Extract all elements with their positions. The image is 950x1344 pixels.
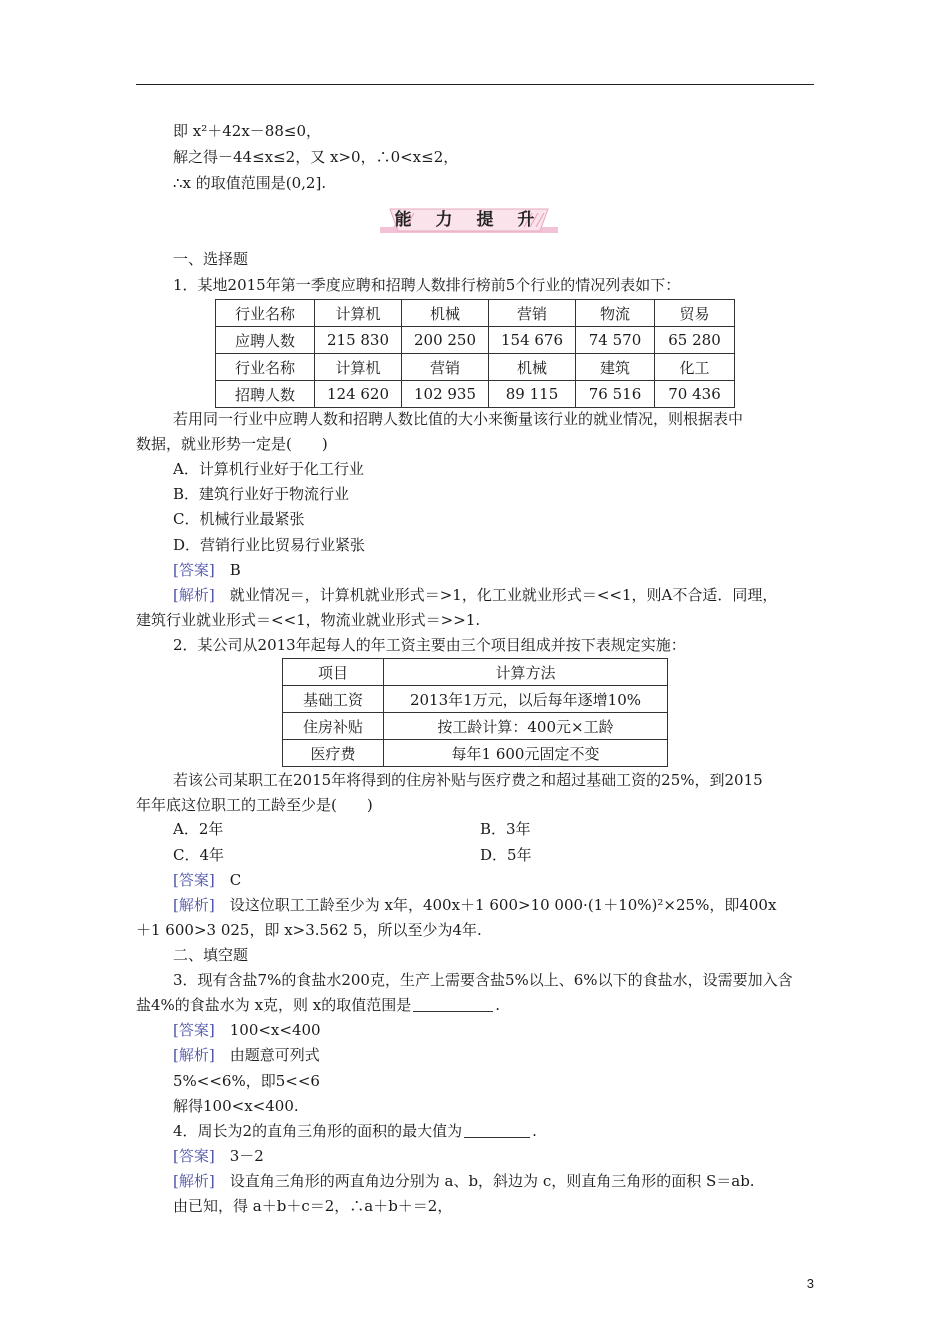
answer-value: 3－2 xyxy=(229,1147,264,1165)
part2-heading: 二、填空题 xyxy=(173,946,249,964)
table-row xyxy=(216,354,735,381)
table-cell: 机械 xyxy=(402,300,489,327)
q1-option-a: A．计算机行业好于化工行业 xyxy=(173,460,364,478)
table-cell: 215 830 xyxy=(315,327,402,354)
table-cell: 每年1 600元固定不变 xyxy=(384,740,668,767)
q3-stem-2 xyxy=(136,995,500,1015)
table-cell: 住房补贴 xyxy=(283,713,384,740)
answer-blank xyxy=(464,1123,530,1138)
analysis-text: 设直角三角形的两直角边分别为 a、b，斜边为 c，则直角三角形的面积 S＝ab. xyxy=(229,1172,755,1190)
page-number: 3 xyxy=(806,1276,814,1291)
q4-stem-text: 4．周长为2的直角三角形的面积的最大值为 xyxy=(173,1122,463,1140)
analysis-text: 设这位职工工龄至少为 x年，400x＋1 600>10 000·(1＋10%)²×25%，即400x xyxy=(229,896,777,914)
q3-answer xyxy=(173,1020,321,1040)
q1-option-b: B．建筑行业好于物流行业 xyxy=(173,485,350,503)
table-row xyxy=(216,381,735,408)
q4-analysis-1 xyxy=(173,1171,755,1191)
table-cell: 65 280 xyxy=(655,327,735,354)
q2-analysis-2: ＋1 600>3 025，即 x>3.562 5，所以至少为4年. xyxy=(136,921,482,939)
q2-analysis-1 xyxy=(173,895,776,915)
table-cell: 74 570 xyxy=(576,327,655,354)
table-cell: 行业名称 xyxy=(216,354,315,381)
header-rule xyxy=(136,84,814,85)
table-cell: 物流 xyxy=(576,300,655,327)
table-cell: 机械 xyxy=(489,354,576,381)
q1-option-c: C．机械行业最紧张 xyxy=(173,510,305,528)
answer-blank xyxy=(413,997,493,1012)
table-cell: 营销 xyxy=(489,300,576,327)
q2-option-d: D．5年 xyxy=(480,846,532,864)
q2-text-1: 若该公司某职工在2015年将得到的住房补贴与医疗费之和超过基础工资的25%，到2015 xyxy=(173,771,763,789)
solution-line-3: ∴x 的取值范围是(0,2]. xyxy=(173,174,327,192)
table-cell: 102 935 xyxy=(402,381,489,408)
table-row xyxy=(216,300,735,327)
q2-option-c: C．4年 xyxy=(173,846,225,864)
table-cell: 化工 xyxy=(655,354,735,381)
table-cell: 营销 xyxy=(402,354,489,381)
q1-table xyxy=(215,299,735,408)
solution-line-1: 即 x²＋42x－88≤0， xyxy=(173,122,321,140)
q2-table xyxy=(282,658,668,767)
answer-tag: [答案] xyxy=(173,561,215,579)
table-cell: 应聘人数 xyxy=(216,327,315,354)
answer-value: B xyxy=(229,561,241,579)
q3-analysis-2: 5%<<6%，即5<<6 xyxy=(173,1072,320,1090)
q4-analysis-2: 由已知，得 a＋b＋c＝2，∴a＋b＋＝2， xyxy=(173,1197,453,1215)
table-cell: 124 620 xyxy=(315,381,402,408)
analysis-text: 就业情况＝，计算机就业形式＝>1，化工业就业形式＝<<1，则A不合适．同理， xyxy=(229,586,778,604)
table-cell: 89 115 xyxy=(489,381,576,408)
q1-analysis-1 xyxy=(173,585,777,605)
table-cell: 70 436 xyxy=(655,381,735,408)
answer-tag: [答案] xyxy=(173,1021,215,1039)
q3-analysis-3: 解得100<x<400. xyxy=(173,1097,299,1115)
analysis-text: 由题意可列式 xyxy=(229,1046,320,1064)
analysis-tag: [解析] xyxy=(173,1172,215,1190)
section-banner-title: 能 力 提 升 xyxy=(394,210,544,230)
analysis-tag: [解析] xyxy=(173,1046,215,1064)
q1-stem: 1．某地2015年第一季度应聘和招聘人数排行榜前5个行业的情况列表如下： xyxy=(173,276,681,294)
table-cell: 医疗费 xyxy=(283,740,384,767)
table-cell: 建筑 xyxy=(576,354,655,381)
table-cell: 计算机 xyxy=(315,300,402,327)
q4-stem xyxy=(173,1121,537,1141)
q3-stem-text: 盐4%的食盐水为 x克，则 x的取值范围是 xyxy=(136,996,412,1014)
q3-analysis-1 xyxy=(173,1045,320,1065)
table-cell: 招聘人数 xyxy=(216,381,315,408)
q4-answer xyxy=(173,1146,264,1166)
table-cell: 行业名称 xyxy=(216,300,315,327)
q3-stem-1: 3．现有含盐7%的食盐水200克，生产上需要含盐5%以上、6%以下的食盐水，设需要加入含 xyxy=(173,971,793,989)
table-row xyxy=(283,713,668,740)
q1-option-d: D．营销行业比贸易行业紧张 xyxy=(173,536,366,554)
answer-tag: [答案] xyxy=(173,1147,215,1165)
q4-stem-end: . xyxy=(532,1122,537,1140)
table-row xyxy=(283,740,668,767)
q3-stem-end: . xyxy=(495,996,501,1014)
table-cell: 按工龄计算：400元×工龄 xyxy=(384,713,668,740)
answer-value: 100<x<400 xyxy=(229,1021,321,1039)
answer-tag: [答案] xyxy=(173,871,215,889)
q1-text-2: 数据，就业形势一定是( ) xyxy=(136,435,328,453)
q1-answer xyxy=(173,560,241,580)
table-cell: 200 250 xyxy=(402,327,489,354)
table-cell: 计算机 xyxy=(315,354,402,381)
table-cell: 项目 xyxy=(283,659,384,686)
table-cell: 贸易 xyxy=(655,300,735,327)
table-cell: 计算方法 xyxy=(384,659,668,686)
q1-text-1: 若用同一行业中应聘人数和招聘人数比值的大小来衡量该行业的就业情况，则根据表中 xyxy=(173,410,744,428)
table-cell: 76 516 xyxy=(576,381,655,408)
table-cell: 基础工资 xyxy=(283,686,384,713)
q2-stem: 2．某公司从2013年起每人的年工资主要由三个项目组成并按下表规定实施： xyxy=(173,636,686,654)
part1-heading: 一、选择题 xyxy=(173,250,249,268)
table-cell: 2013年1万元，以后每年逐增10% xyxy=(384,686,668,713)
q2-text-2: 年年底这位职工的工龄至少是( ) xyxy=(136,796,373,814)
analysis-tag: [解析] xyxy=(173,586,215,604)
table-row xyxy=(283,686,668,713)
answer-value: C xyxy=(229,871,242,889)
q2-option-a: A．2年 xyxy=(173,820,224,838)
q1-analysis-2: 建筑行业就业形式＝<<1，物流业就业形式＝>>1. xyxy=(136,611,481,629)
solution-line-2: 解之得－44≤x≤2，又 x>0，∴0<x≤2， xyxy=(173,148,459,166)
table-row xyxy=(283,659,668,686)
analysis-tag: [解析] xyxy=(173,896,215,914)
table-cell: 154 676 xyxy=(489,327,576,354)
q2-option-b: B．3年 xyxy=(480,820,531,838)
table-row xyxy=(216,327,735,354)
q2-answer xyxy=(173,870,241,890)
